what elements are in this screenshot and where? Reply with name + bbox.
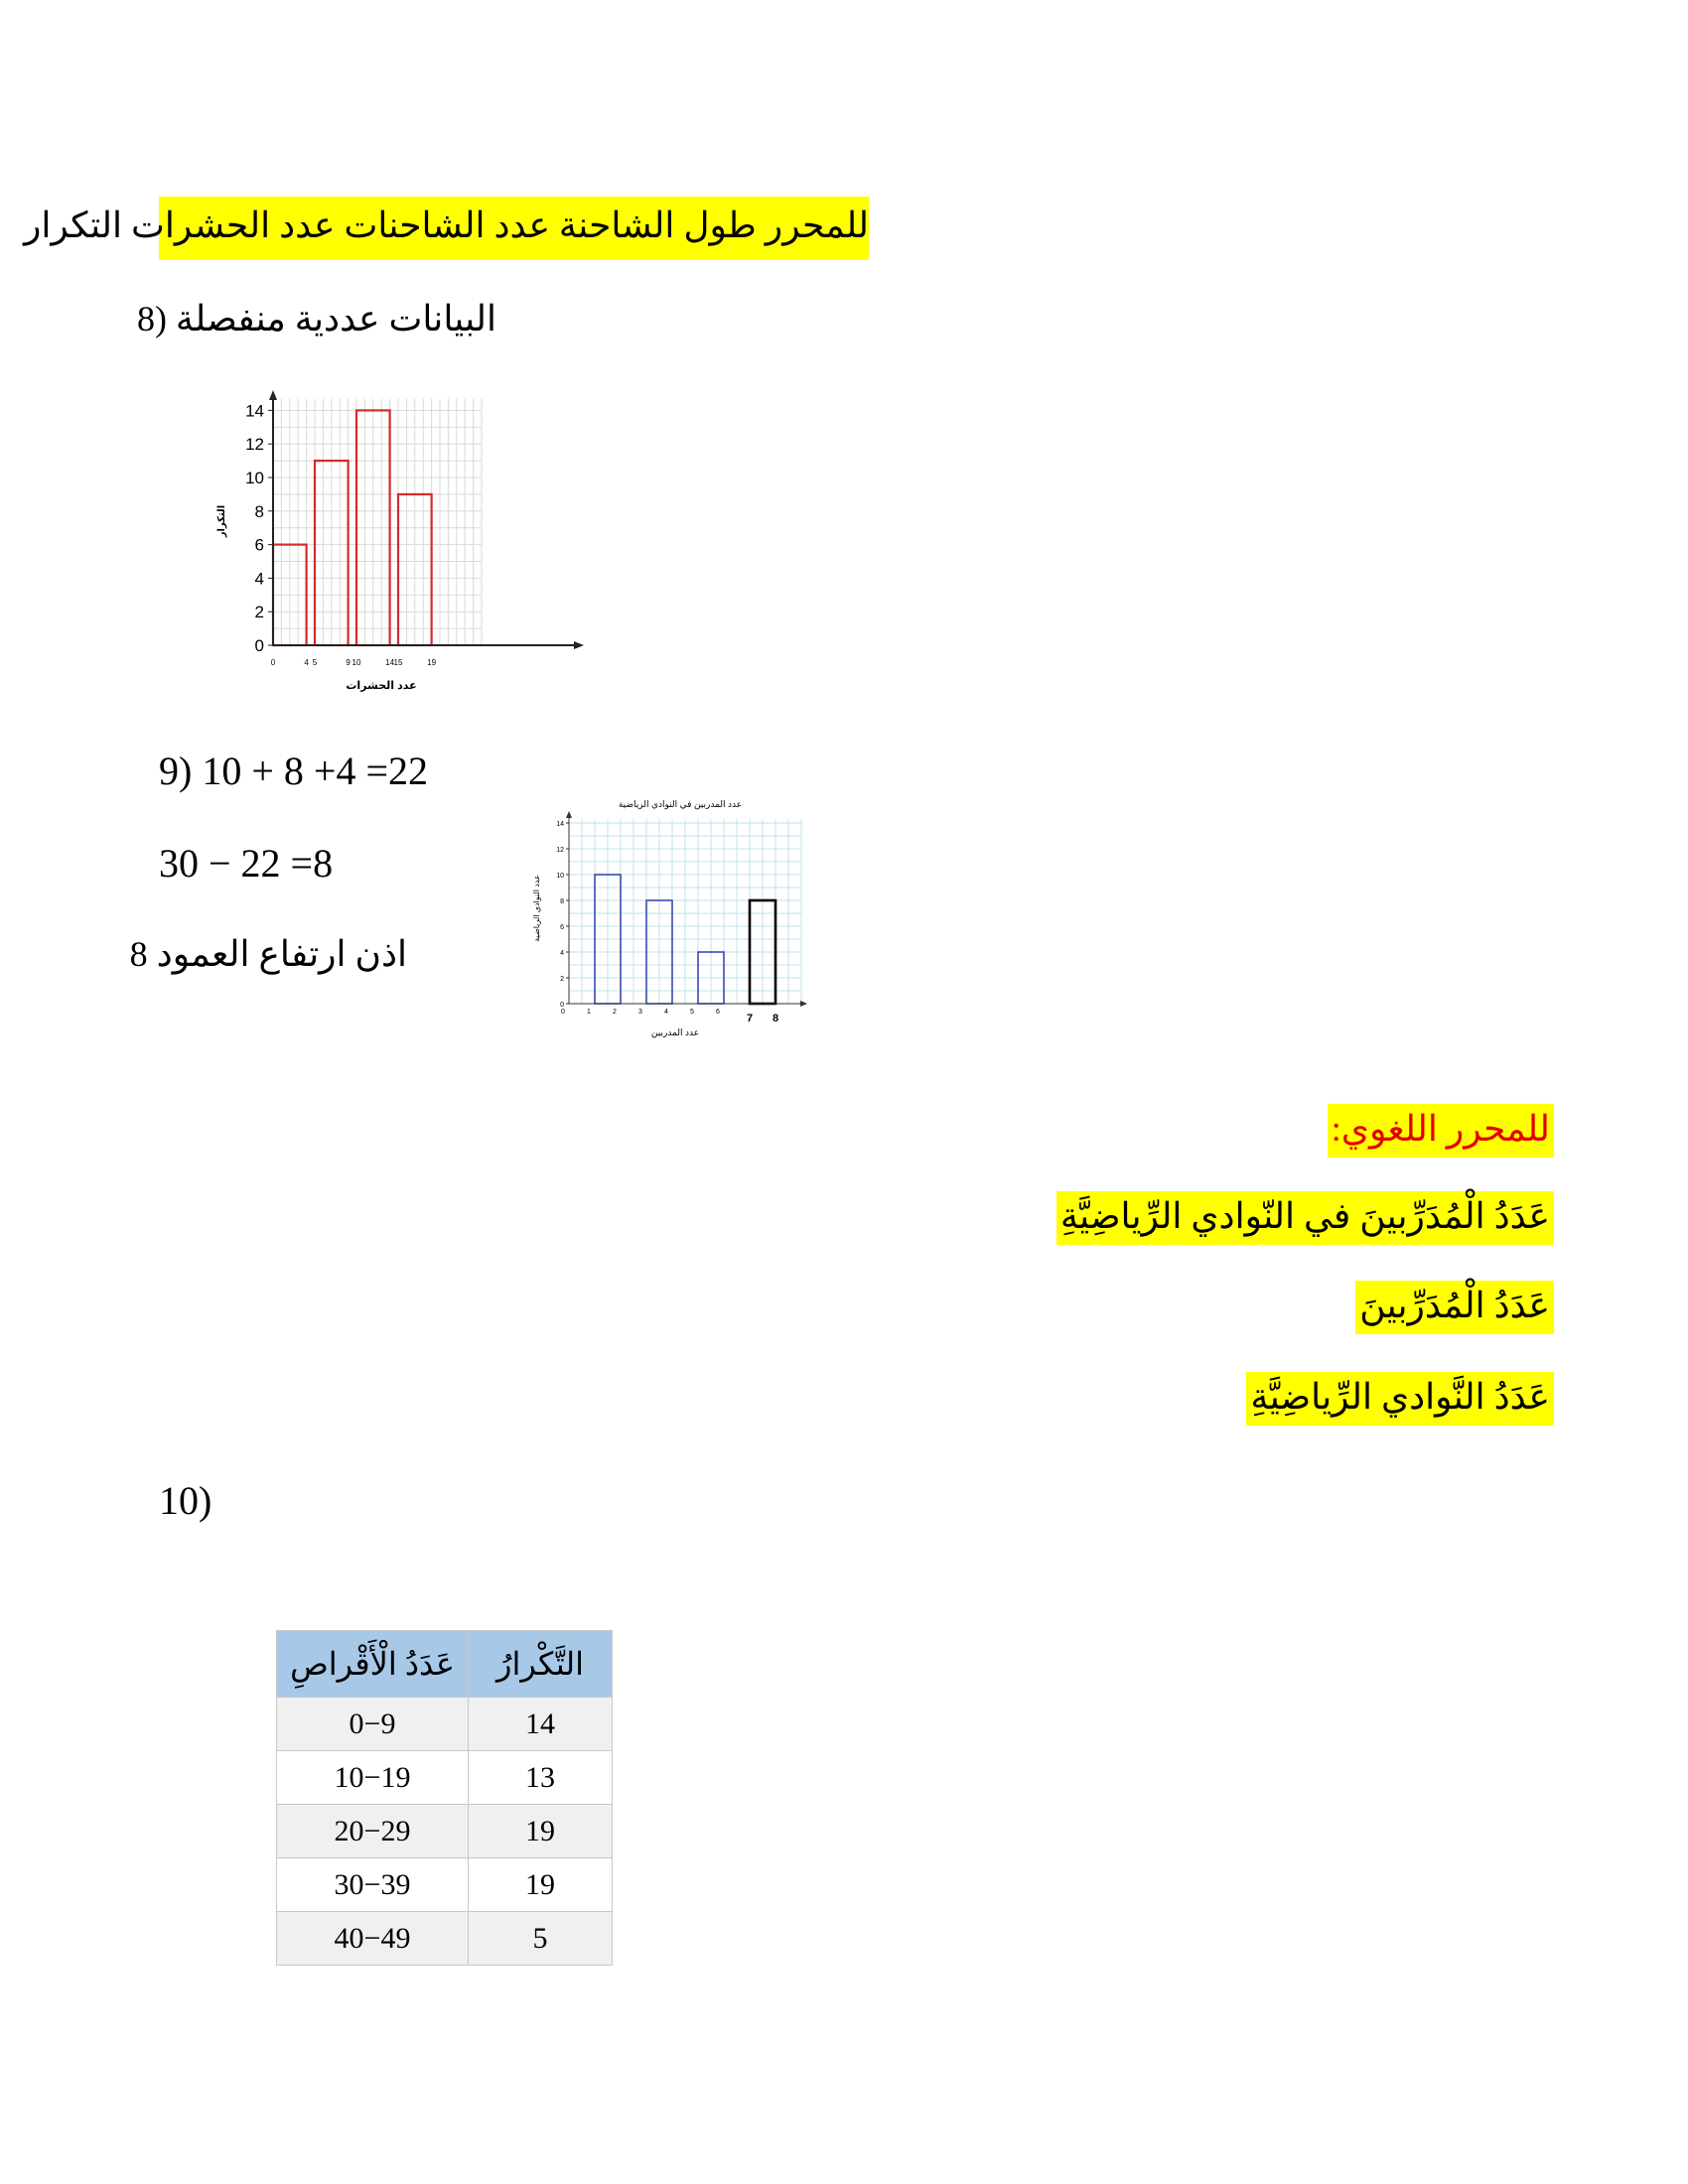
x-tick-label: 3 (638, 1009, 642, 1016)
x-tick-label-answer: 8 (772, 1013, 779, 1024)
chart2-x-ticks (561, 1009, 778, 1024)
y-tick-label: 2 (254, 603, 264, 622)
x-tick-label: 6 (716, 1009, 720, 1016)
linguistic-editor-label: للمحرر اللغوي: (1328, 1104, 1554, 1158)
chart2-title: عدد المدربين في النوادي الرياضية (618, 799, 743, 809)
y-tick-label: 14 (245, 401, 264, 421)
y-tick-label: 0 (254, 636, 264, 655)
q10-label: 10) (159, 1478, 212, 1523)
x-tick-label: 0 (270, 658, 276, 667)
table-cell-frequency: 13 (469, 1751, 613, 1805)
y-tick-label: 6 (560, 924, 564, 931)
chart2-y-label: عدد النوادي الرياضية (532, 875, 541, 942)
table-row (277, 1751, 613, 1805)
y-tick-label: 0 (560, 1002, 564, 1009)
table-cell-range: 10−19 (277, 1751, 469, 1805)
table-row (277, 1698, 613, 1751)
table-row (277, 1912, 613, 1966)
table-cell-frequency: 5 (469, 1912, 613, 1966)
q9-line3: اذن ارتفاع العمود 8 (129, 934, 407, 974)
q9-line1: 9) 10 + 8 +4 =22 (159, 749, 428, 793)
frequency-table (276, 1630, 613, 1966)
x-tick-label: 14 (385, 658, 395, 667)
chart2-y-ticks (556, 821, 569, 1009)
x-tick-label: 19 (427, 658, 437, 667)
table-row (277, 1858, 613, 1912)
chart1-y-label: التكرار (216, 504, 227, 538)
chart2-x-label: عدد المدربين (650, 1027, 700, 1037)
chart1-x-ticks (271, 658, 437, 667)
y-tick-label: 4 (560, 950, 564, 957)
editor-line-2: عَدَدُ الْمُدَرِّبينَ (1355, 1281, 1554, 1334)
table-header-discs: عَدَدُ الْأَقْراصِ (277, 1631, 469, 1698)
chart2-y-arrow (566, 811, 572, 818)
x-tick-label: 4 (664, 1009, 668, 1016)
q9-line2: 30 − 22 =8 (159, 841, 334, 886)
x-tick-label: 0 (561, 1009, 565, 1016)
x-tick-label: 2 (613, 1009, 617, 1016)
y-tick-label: 10 (245, 469, 264, 487)
editor-heading: للمحرر طول الشاحنة عدد الشاحنات عدد الحشرات التكرار (24, 205, 869, 245)
x-tick-label-answer: 7 (746, 1013, 754, 1024)
chart2-bar-chart (521, 789, 819, 1047)
x-tick-label: 4 (304, 658, 309, 667)
y-tick-label: 8 (254, 501, 264, 521)
x-tick-label: 15 (393, 658, 403, 667)
y-tick-label: 14 (556, 821, 564, 828)
editor-line-1: عَدَدُ الْمُدَرِّبينَ في النّوادي الرِّياضِيَّةِ (1056, 1191, 1554, 1245)
table-cell-frequency: 19 (469, 1858, 613, 1912)
y-tick-label: 8 (560, 898, 564, 905)
x-tick-label: 1 (587, 1009, 591, 1016)
chart1-grid (273, 399, 482, 645)
table-header-row (277, 1631, 613, 1698)
editor-line-3: عَدَدُ النَّوادي الرِّياضِيَّةِ (1246, 1372, 1554, 1426)
editor-heading-highlight (24, 197, 869, 260)
chart1-x-arrow (574, 641, 584, 649)
y-tick-label: 2 (560, 976, 564, 983)
chart1-y-ticks (245, 401, 273, 655)
table-cell-range: 0−9 (277, 1698, 469, 1751)
chart1-x-label: عدد الحشرات (346, 680, 417, 692)
table-cell-range: 40−49 (277, 1912, 469, 1966)
chart1-y-arrow (269, 390, 277, 400)
q8-answer: البيانات عددية منفصلة (8 (136, 299, 496, 339)
table-cell-range: 30−39 (277, 1858, 469, 1912)
chart1-histogram (209, 382, 606, 700)
table-header-frequency: التَّكْرارُ (469, 1631, 613, 1698)
table-row (277, 1805, 613, 1858)
y-tick-label: 12 (556, 847, 564, 854)
y-tick-label: 4 (254, 569, 264, 589)
table-cell-frequency: 14 (469, 1698, 613, 1751)
chart2-grid (569, 819, 801, 1004)
table-cell-range: 20−29 (277, 1805, 469, 1858)
chart2-x-arrow (800, 1001, 807, 1007)
x-tick-label: 10 (352, 658, 361, 667)
table-cell-frequency: 19 (469, 1805, 613, 1858)
x-tick-label: 5 (312, 658, 318, 667)
y-tick-label: 12 (245, 435, 264, 455)
x-tick-label: 9 (346, 658, 351, 667)
y-tick-label: 6 (254, 535, 264, 555)
y-tick-label: 10 (556, 873, 564, 880)
x-tick-label: 5 (690, 1009, 694, 1016)
